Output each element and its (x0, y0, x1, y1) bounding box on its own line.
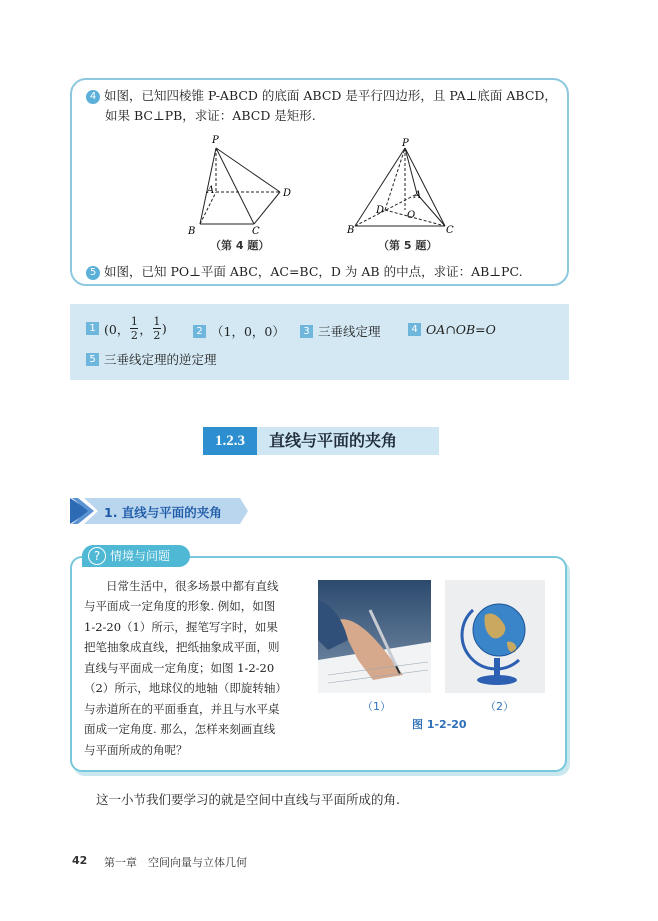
section-title: 直线与平面的夹角 (257, 427, 439, 455)
fig4-label-b: B (188, 226, 196, 237)
fig5-label-a: A (414, 190, 422, 201)
scenario-line-3: 1-2-20（1）所示，握笔写字时，如果 (84, 620, 278, 634)
photo-1-caption: （1） (362, 700, 391, 713)
figure-4-caption: （第 4 题） (210, 239, 270, 252)
scenario-line-6: （2）所示，地球仪的地轴（即旋转轴） (84, 681, 287, 695)
exercise-4-number: 4 (86, 90, 100, 104)
question-icon: ? (88, 547, 106, 565)
scenario-line-8: 面成一定角度. 那么，怎样来刻画直线 (84, 722, 276, 736)
fig5-label-d: D (376, 205, 385, 216)
answer-4: 4 OA∩OB=O (408, 322, 496, 337)
exercise-5-number: 5 (86, 266, 100, 280)
figure-caption: 图 1-2-20 (412, 718, 467, 731)
fig4-label-c: C (252, 226, 260, 237)
page-number: 42 (72, 854, 88, 867)
answer-5: 5 三垂线定理的逆定理 (86, 350, 217, 368)
answer-1-fraction-1: $\frac{1}{2}$ (130, 315, 138, 342)
scenario-line-1: 日常生活中，很多场景中都有直线 (106, 579, 279, 593)
scenario-line-5: 直线与平面成一定角度；如图 1-2-20 (84, 661, 275, 675)
fig5-label-p: P (402, 138, 409, 149)
exercise-4-line-2: 如果 BC⊥PB，求证：ABCD 是矩形. (105, 108, 316, 123)
figure-4-pyramid (180, 130, 295, 240)
exercise-4-line-1: 4 如图，已知四棱锥 P-ABCD 的底面 ABCD 是平行四边形，且 PA⊥底面 ABCD， (86, 86, 557, 106)
section-number: 1.2.3 (203, 427, 257, 455)
fig5-label-o: O (407, 210, 416, 221)
answer-2: 2 （1，0，0） (193, 322, 285, 340)
fig5-label-c: C (446, 225, 454, 236)
subsection-title: 1. 直线与平面的夹角 (104, 505, 222, 520)
fig5-label-b: B (347, 225, 355, 236)
fig4-label-d: D (283, 188, 292, 199)
answer-1-fraction-2: $\frac{1}{2}$ (153, 315, 161, 342)
answer-1: 1 (0， $\frac{1}{2}$ ， $\frac{1}{2}$ ) (86, 316, 167, 341)
exercise-5-line: 5 如图，已知 PO⊥平面 ABC，AC=BC，D 为 AB 的中点，求证：AB⊥PC. (86, 262, 523, 282)
fig4-label-p: P (212, 135, 219, 146)
photo-2-caption: （2） (485, 700, 514, 713)
chapter-title: 第一章 空间向量与立体几何 (104, 856, 247, 869)
scenario-line-7: 与赤道所在的平面垂直，并且与水平桌 (84, 702, 280, 716)
scenario-tab-label: 情境与问题 (110, 549, 171, 563)
figure-5-caption: （第 5 题） (378, 239, 438, 252)
figure-5-tetrahedron (345, 136, 460, 236)
answer-3: 3 三垂线定理 (300, 322, 381, 340)
section-heading (203, 427, 439, 455)
photo-writing-hand (318, 580, 431, 693)
scenario-tab (82, 545, 190, 567)
fig4-label-a: A (207, 185, 215, 196)
scenario-line-4: 把笔抽象成直线，把纸抽象成平面，则 (84, 640, 280, 654)
scenario-line-9: 与平面所成的角呢？ (84, 743, 188, 757)
scenario-line-2: 与平面成一定角度的形象. 例如，如图 (84, 599, 276, 613)
photo-globe (445, 580, 545, 693)
intro-text: 这一小节我们要学习的就是空间中直线与平面所成的角. (96, 792, 400, 807)
